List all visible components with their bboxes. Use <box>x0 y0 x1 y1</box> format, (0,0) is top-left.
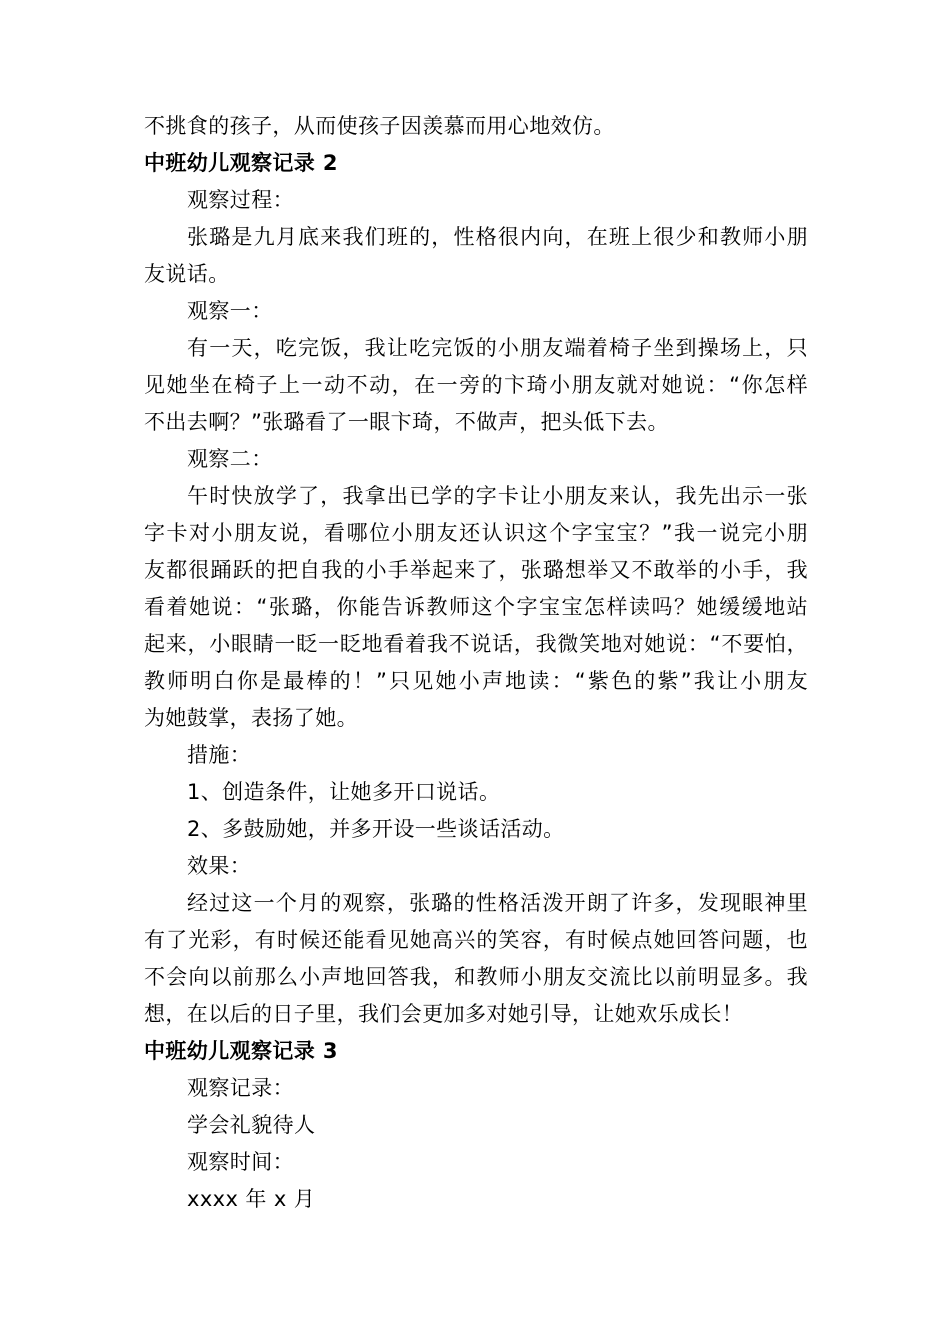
paragraph-line: 友都很踊跃的把自我的小手举起来了，张璐想举又不敢举的小手，我 <box>144 558 808 582</box>
paragraph-line: 教师明白你是最棒的！”只见她小声地读：“紫色的紫”我让小朋友 <box>144 669 808 693</box>
paragraph-line: 起来，小眼睛一眨一眨地看着我不说话，我微笑地对她说：“不要怕， <box>144 632 808 656</box>
section-heading: 中班幼儿观察记录 3 <box>144 1039 338 1063</box>
paragraph-line: 张璐是九月底来我们班的，性格很内向，在班上很少和教师小朋 <box>187 225 808 249</box>
paragraph-line: 观察过程： <box>187 188 294 212</box>
paragraph-line: 2、多鼓励她，并多开设一些谈话活动。 <box>187 817 565 841</box>
document-body <box>144 108 808 1218</box>
paragraph-line: xxxx 年 x 月 <box>187 1187 316 1211</box>
paragraph-line: 不会向以前那么小声地回答我，和教师小朋友交流比以前明显多。我 <box>144 965 808 989</box>
paragraph-line: 午时快放学了，我拿出已学的字卡让小朋友来认，我先出示一张 <box>187 484 808 508</box>
paragraph-line: 字卡对小朋友说，看哪位小朋友还认识这个字宝宝？”我一说完小朋 <box>144 521 808 545</box>
paragraph-line: 为她鼓掌，表扬了她。 <box>144 706 358 730</box>
paragraph-line: 友说话。 <box>144 262 230 286</box>
paragraph-line: 经过这一个月的观察，张璐的性格活泼开朗了许多，发现眼神里 <box>187 891 808 915</box>
paragraph-line: 措施： <box>187 743 252 767</box>
paragraph-line: 有一天，吃完饭，我让吃完饭的小朋友端着椅子坐到操场上，只 <box>187 336 808 360</box>
paragraph-line: 观察二： <box>187 447 273 471</box>
paragraph-line: 观察一： <box>187 299 273 323</box>
paragraph-line: 不出去啊？”张璐看了一眼卞琦，不做声，把头低下去。 <box>144 410 669 434</box>
paragraph-line: 观察时间： <box>187 1150 294 1174</box>
section-heading: 中班幼儿观察记录 2 <box>144 151 338 175</box>
paragraph-line: 看着她说：“张璐，你能告诉教师这个字宝宝怎样读吗？她缓缓地站 <box>144 595 808 619</box>
paragraph-line: 观察记录： <box>187 1076 294 1100</box>
paragraph-line: 1、创造条件，让她多开口说话。 <box>187 780 501 804</box>
paragraph-line: 有了光彩，有时候还能看见她高兴的笑容，有时候点她回答问题，也 <box>144 928 808 952</box>
paragraph-line: 想，在以后的日子里，我们会更加多对她引导，让她欢乐成长！ <box>144 1002 744 1026</box>
paragraph-line: 效果： <box>187 854 252 878</box>
paragraph-line: 学会礼貌待人 <box>187 1113 316 1137</box>
paragraph-line: 见她坐在椅子上一动不动，在一旁的卞琦小朋友就对她说：“你怎样 <box>144 373 808 397</box>
paragraph-line: 不挑食的孩子，从而使孩子因羡慕而用心地效仿。 <box>144 114 615 138</box>
